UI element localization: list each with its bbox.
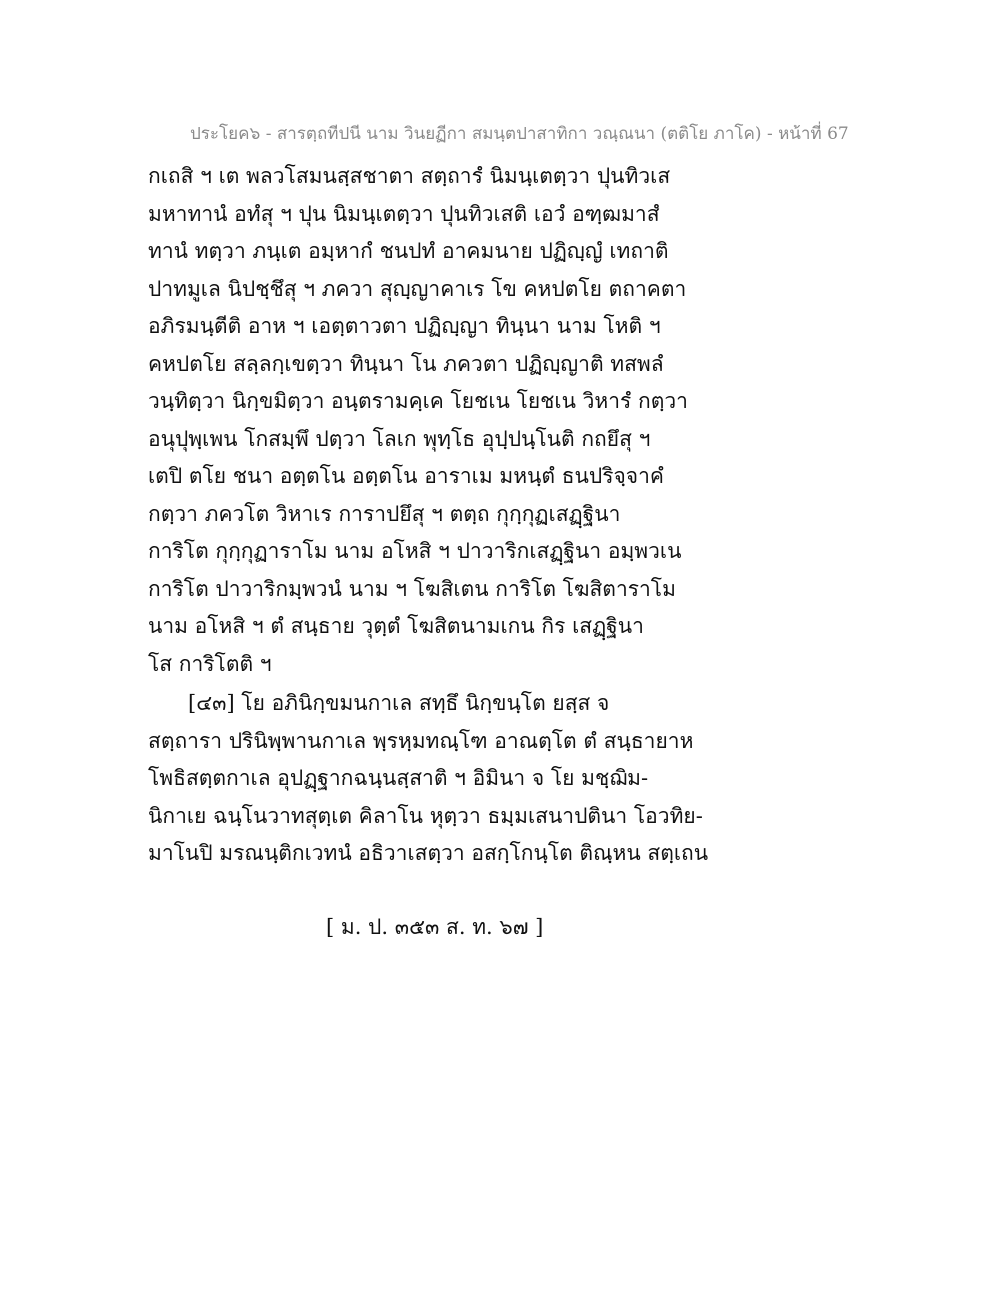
text-line: อภิรมนฺตีติ อาห ฯ เอตฺตาวตา ปฏิญฺญา ทินฺนา นาม โหติ ฯ (148, 314, 661, 338)
text-line: โพธิสตฺตกาเล อุปฏฺฐากฉนฺนสฺสาติ ฯ อิมินา จ โย มชฺฌิม- (148, 766, 649, 790)
text-line: การิโต ปาวาริกมฺพวนํ นาม ฯ โฆสิเตน การิโต โฆสิตาราโม (148, 576, 676, 601)
body-text (148, 158, 848, 873)
text-line: มาโนปิ มรณนฺติกเวทนํ อธิวาเสตฺวา อสกฺโกนฺโต ติณฺหน สตฺเถน (148, 841, 709, 865)
text-line: การิโต กุกฺกุฏาราโม นาม อโหสิ ฯ ปาวาริกเสฏฺฐินา อมฺพวเน (148, 539, 682, 563)
text-line: คหปตโย สลฺลกฺเขตฺวา ทินฺนา โน ภควตา ปฏิญฺญาติ ทสพลํ (148, 351, 664, 376)
text-line: กเถสิ ฯ เต พลวโสมนสฺสชาตา สตฺถารํ นิมนฺเตตฺวา ปุนทิวเส (148, 164, 671, 188)
text-line: สตฺถารา ปรินิพฺพานกาเล พฺรหฺมทณฺโฑ อาณตฺโต ตํ สนฺธายาห (148, 728, 694, 753)
text-line: กตฺวา ภควโต วิหาเร การาปยึสุ ฯ ตตฺถ กุกฺกุฏเสฏฺฐินา (148, 501, 621, 526)
text-line: นาม อโหสิ ฯ ตํ สนฺธาย วุตฺตํ โฆสิตนามเกน กิร เสฏฺฐินา (148, 614, 644, 638)
text-line: [๔๓] โย อภินิกฺขมนกาเล สทฺธึ นิกฺขนฺโต ยสฺส จ (188, 691, 610, 715)
text-line: นิกาเย ฉนฺโนวาทสุตฺเต คิลาโน หุตฺวา ธมฺมเสนาปตินา โอวทิย- (148, 803, 703, 828)
text-line: โส การิโตติ ฯ (148, 651, 272, 676)
text-line: เตปิ ตโย ชนา อตฺตโน อตฺตโน อาราเม มหนฺตํ ธนปริจฺจาคํ (148, 464, 664, 488)
text-line: อนุปุพฺเพน โกสมฺพึ ปตฺวา โลเก พุทฺโธ อุปฺปนฺโนติ กถยึสุ ฯ (148, 426, 651, 451)
text-line: ปาทมูเล นิปชฺชึสุ ฯ ภควา สุญฺญาคาเร โข คหปตโย ตถาคตา (148, 276, 687, 301)
running-header: ประโยค๖ - สารตฺถทีปนี นาม วินยฏีกา สมนฺตปาสาทิกา วณฺณนา (ตติโย ภาโค) - หน้าที่ 67 (190, 124, 849, 144)
text-line: ทานํ ทตฺวา ภนฺเต อมฺหากํ ชนปทํ อาคมนาย ปฏิญฺญํ เทถาติ (148, 239, 669, 263)
scripture-reference: [ ม. ป. ๓๕๓ ส. ท. ๖๗ ] (326, 915, 544, 939)
text-line: มหาทานํ อทํสุ ฯ ปุน นิมนฺเตตฺวา ปุนทิวเสติ เอวํ อฑฺฒมาสํ (148, 201, 660, 226)
text-line: วนฺทิตฺวา นิกฺขมิตฺวา อนฺตรามคฺเค โยชเน โยชเน วิหารํ กตฺวา (148, 389, 688, 413)
